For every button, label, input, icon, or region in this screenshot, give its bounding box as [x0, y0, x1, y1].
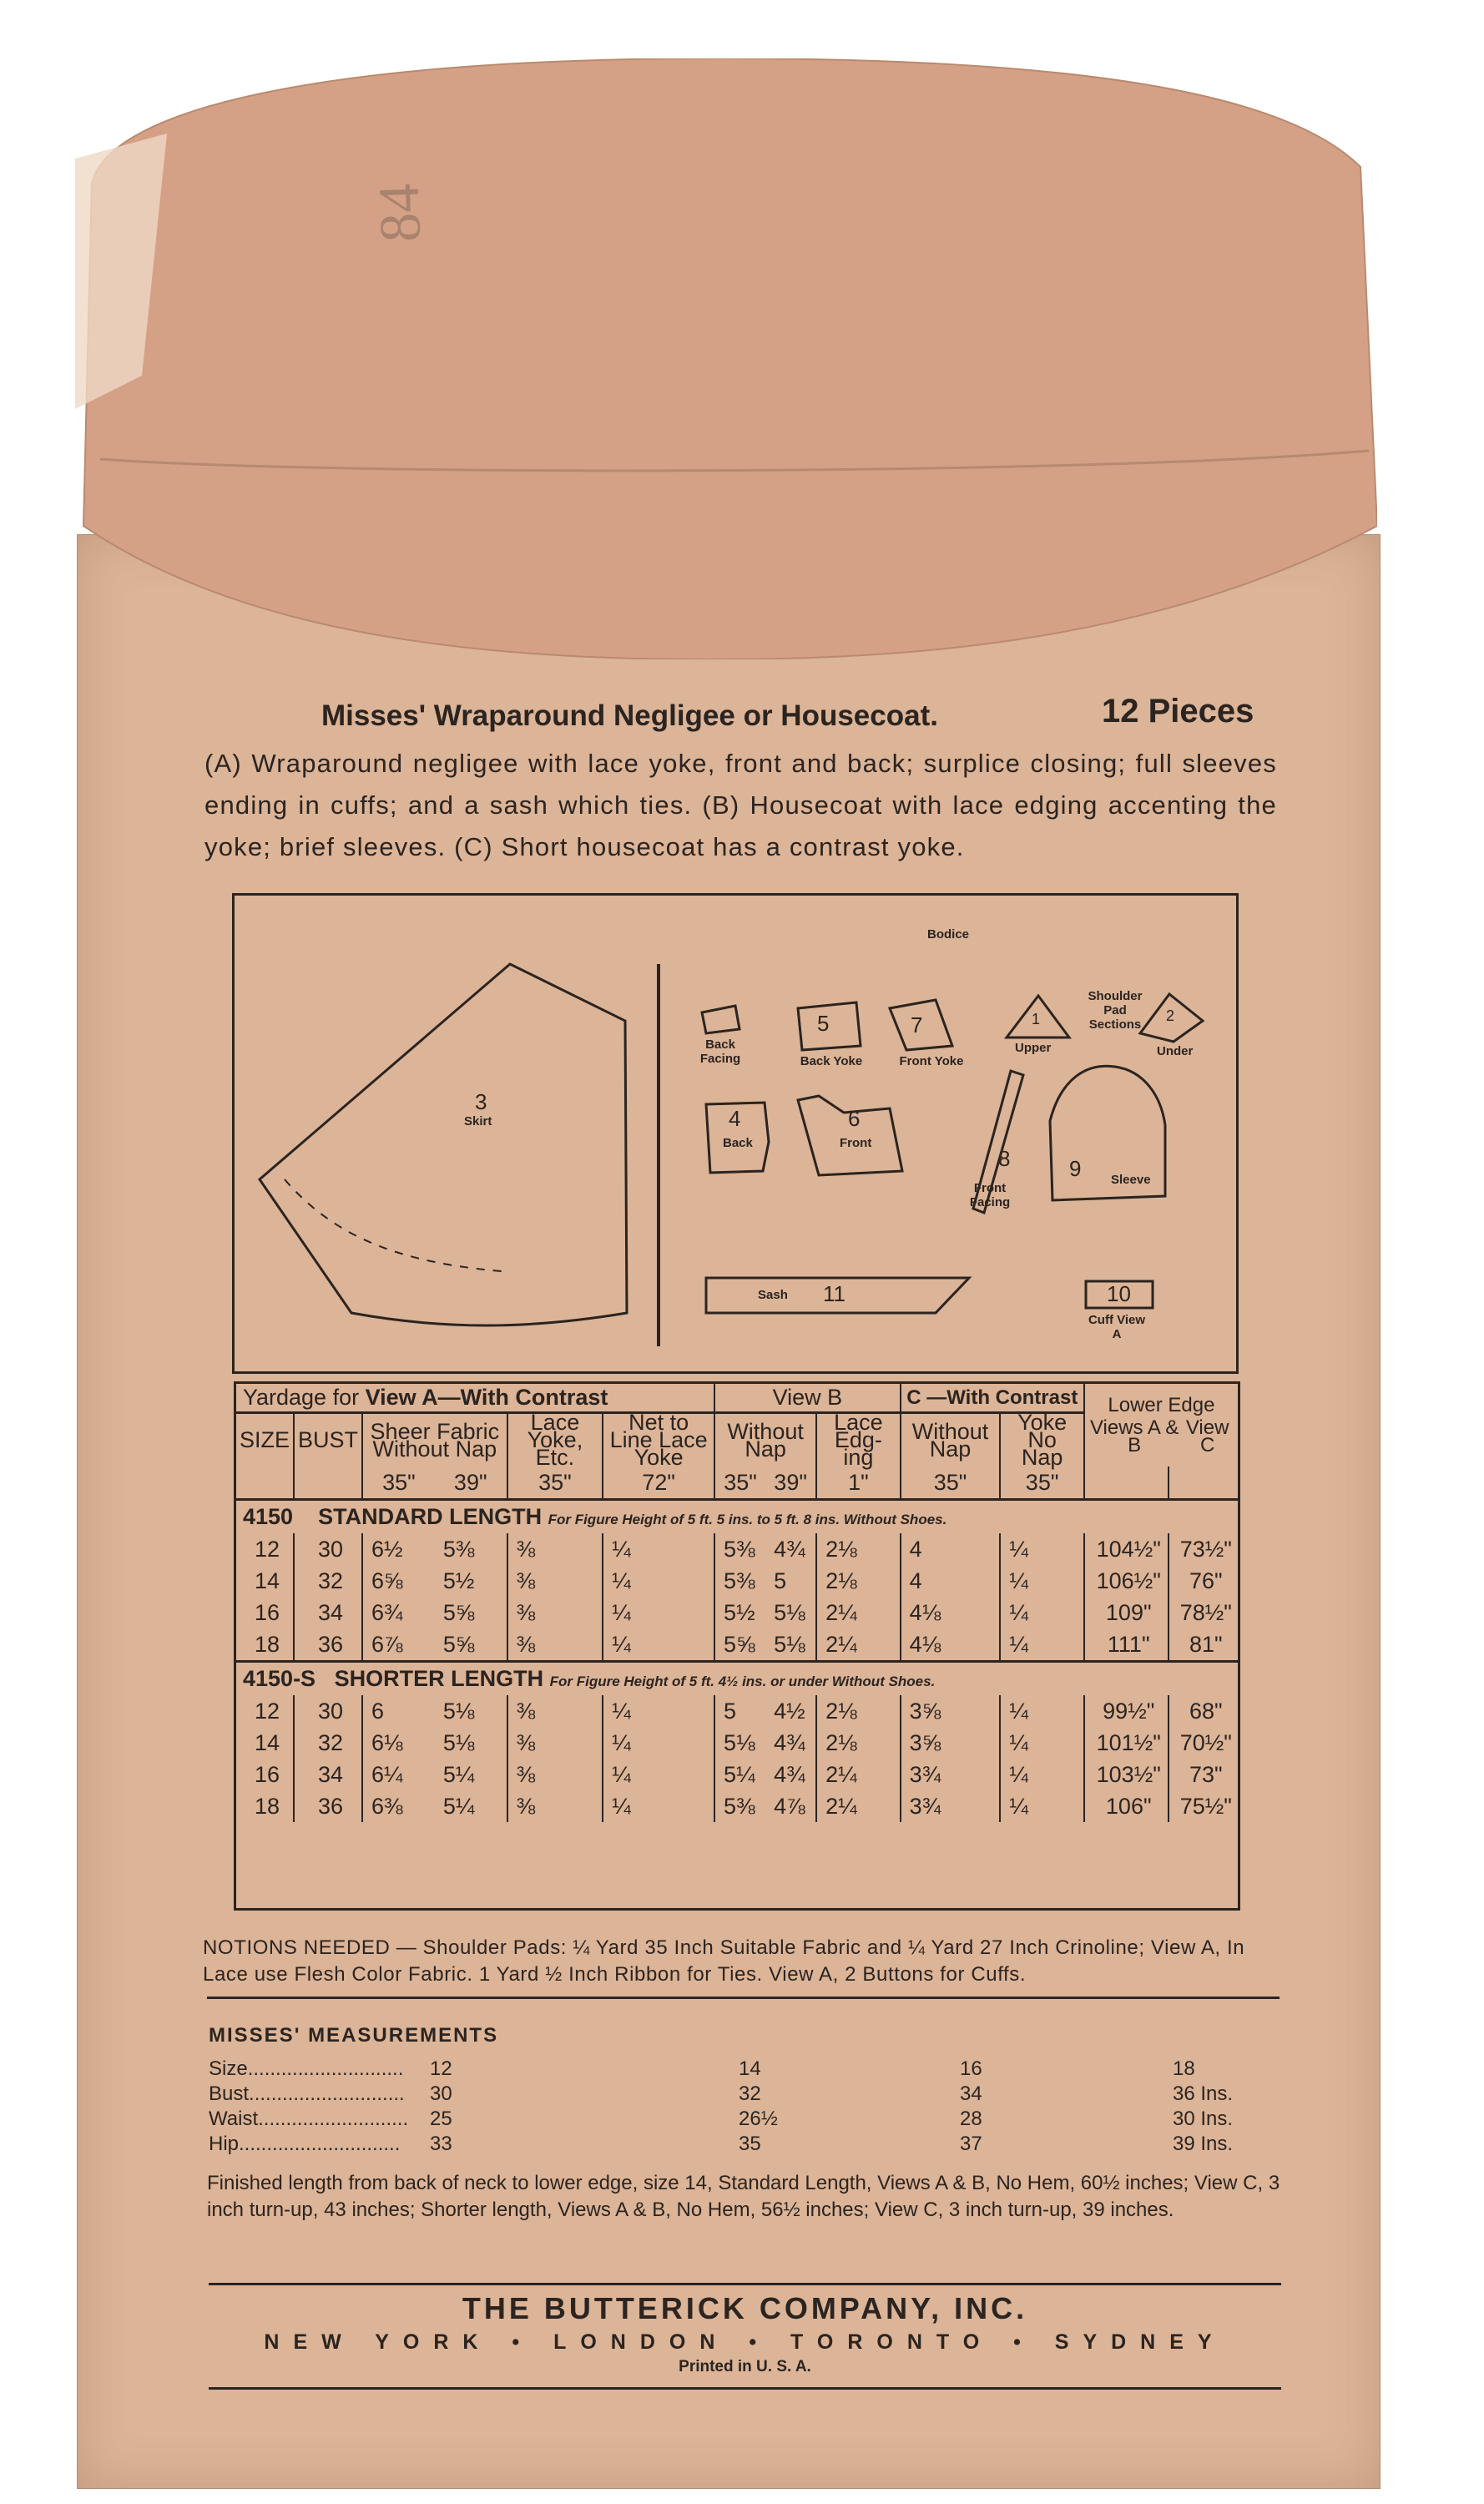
table-cell: ¼ [1000, 1565, 1084, 1597]
table-cell: 103½" [1084, 1759, 1169, 1790]
table-cell: 5⅝ [442, 1631, 475, 1657]
measurement-label: Waist........................... [209, 2108, 409, 2130]
table-cell: ¼ [1000, 1790, 1084, 1822]
table-cell: 5 [714, 1695, 765, 1727]
width: 39" [774, 1469, 807, 1495]
piece-9-number: 9 [1069, 1156, 1082, 1181]
measurement-label: Hip............................. [209, 2133, 401, 2155]
table-cell: ¼ [603, 1790, 714, 1822]
table-cell: 99½" [1084, 1695, 1169, 1727]
measurement-value: 28 [960, 2108, 982, 2130]
table-cell: ¼ [1000, 1695, 1084, 1727]
table-row [236, 1628, 1238, 1662]
table-cell: 3¾ [901, 1759, 1001, 1790]
description: (A) Wraparound negligee with lace yoke, front and back; surplice closing; full sleeves ending in cuffs; and a sash which ties. (B) Housecoat with lace edging accenting the yoke; brief sleeves. (C) Short housecoat has a contrast yoke. [204, 749, 1277, 861]
measurement-value: 30 Ins. [1173, 2108, 1234, 2130]
piece-8-number: 8 [998, 1146, 1011, 1171]
shorter-length-heading [236, 1662, 1238, 1696]
envelope-flap [75, 58, 1377, 659]
yardage-for: Yardage for [243, 1385, 360, 1410]
table-cell: 78½" [1169, 1597, 1238, 1628]
notions-needed: NOTIONS NEEDED — Shoulder Pads: ¼ Yard 35 Inch Suitable Fabric and ¼ Yard 27 Inch Crinoline; View A, In Lace use Flesh Color Fabric. 1 Yard ½ Inch Ribbon for Ties. View A, 2 Buttons for Cuffs. [203, 1936, 1245, 1986]
table-row [236, 1790, 1238, 1822]
measurement-value: 26½ [739, 2108, 778, 2130]
table-cell: 5⅝ [442, 1599, 475, 1625]
piece-9-label: Sleeve [1111, 1173, 1151, 1187]
width: 35" [714, 1467, 765, 1500]
divider [207, 1997, 1280, 1999]
piece-2-number: 2 [1166, 1007, 1175, 1024]
table-cell: ¼ [603, 1695, 714, 1727]
table-cell: 2⅛ [816, 1727, 901, 1759]
table-cell: 5⅛ [774, 1631, 805, 1657]
table-cell: 36 [294, 1790, 362, 1822]
table-cell: ¼ [1000, 1533, 1084, 1565]
table-cell: 34 [294, 1597, 362, 1628]
measurement-label: Bust............................ [209, 2082, 405, 2105]
measurement-value: 34 [960, 2082, 982, 2105]
piece-1-number: 1 [1032, 1011, 1041, 1027]
table-row [236, 1759, 1238, 1790]
table-cell: 16 [254, 1761, 280, 1787]
table-cell: 104½" [1084, 1533, 1169, 1565]
table-cell: ¼ [603, 1727, 714, 1759]
table-cell: ¼ [603, 1628, 714, 1662]
table-cell: 76" [1169, 1565, 1238, 1597]
table-cell: 5¼ [442, 1761, 475, 1787]
table-cell: 12 [254, 1536, 280, 1562]
lower-edge-views [1088, 1416, 1234, 1456]
views-ab-label: Views A & B [1089, 1416, 1179, 1456]
table-cell: ⅜ [507, 1628, 603, 1662]
lower-edge-label: Lower Edge [1108, 1394, 1215, 1416]
measurement-value: 39 Ins. [1173, 2133, 1234, 2155]
table-cell: ¼ [1000, 1727, 1084, 1759]
width: 35" [362, 1467, 435, 1500]
piece-3-label: Skirt [464, 1114, 492, 1128]
piece-7-number: 7 [911, 1012, 923, 1037]
piece-7-label: Front Yoke [899, 1054, 964, 1068]
piece-1-label: Back Facing [699, 1037, 741, 1066]
piece-8-label: Front Facing [969, 1181, 1011, 1209]
table-cell: 3⅝ [901, 1727, 1001, 1759]
table-cell: 68" [1169, 1695, 1238, 1727]
table-cell: ¼ [1000, 1759, 1084, 1790]
table-cell: 4⅛ [901, 1597, 1001, 1628]
table-cell: ¼ [603, 1533, 714, 1565]
pieces-count: 12 Pieces [1102, 693, 1254, 729]
col-yoke-no-nap: Yoke No Nap [1000, 1413, 1084, 1467]
measurement-value: 35 [739, 2133, 761, 2155]
col-without-nap-b: Without Nap [714, 1413, 816, 1467]
table-cell: 106½" [1084, 1565, 1169, 1597]
table-row [236, 1533, 1238, 1565]
col-lace-edging: Lace Edg-ing [816, 1413, 901, 1467]
table-cell: ⅜ [507, 1695, 603, 1727]
width: 72" [603, 1467, 714, 1500]
table-cell: ¼ [1000, 1597, 1084, 1628]
table-cell: 14 [254, 1568, 280, 1593]
table-cell: ⅜ [507, 1759, 603, 1790]
piece-5-label: Back Yoke [800, 1054, 863, 1068]
table-cell: 30 [294, 1695, 362, 1727]
shoulder-pad-label: Shoulder Pad Sections [1088, 989, 1143, 1032]
pattern-title: Misses' Wraparound Negligee or Housecoat. [321, 699, 938, 732]
table-cell: 32 [294, 1727, 362, 1759]
yardage-heading [236, 1384, 714, 1413]
piece-10-number: 10 [1107, 1281, 1131, 1306]
measurement-value: 37 [960, 2133, 982, 2155]
table-cell: 5⅜ [714, 1533, 765, 1565]
lower-edge-heading [1084, 1384, 1238, 1467]
pieces-drawing [235, 896, 1236, 1371]
table-cell: 109" [1084, 1597, 1169, 1628]
yardage-table [234, 1381, 1240, 1911]
table-cell: 4¾ [774, 1761, 805, 1787]
table-cell: 4½ [774, 1698, 805, 1724]
piece-10-label: Cuff View A [1088, 1313, 1146, 1341]
standard-name: STANDARD LENGTH [318, 1504, 543, 1529]
table-cell: 5⅛ [442, 1729, 475, 1755]
table-row [236, 1727, 1238, 1759]
table-cell: 81" [1169, 1628, 1238, 1662]
view-c-heading: C —With Contrast [901, 1384, 1084, 1413]
table-cell: 5⅛ [774, 1599, 805, 1625]
shorter-name: SHORTER LENGTH [334, 1666, 544, 1691]
width: 1" [816, 1467, 901, 1500]
table-cell: 5⅝ [714, 1628, 765, 1662]
table-cell: 16 [254, 1599, 280, 1625]
table-row [236, 1695, 1238, 1727]
table-cell: 30 [294, 1533, 362, 1565]
table-cell: 2¼ [816, 1759, 901, 1790]
table-cell: 2¼ [816, 1597, 901, 1628]
table-cell: 14 [254, 1729, 280, 1755]
pattern-pieces-diagram [232, 893, 1239, 1374]
table-cell: ¼ [1000, 1628, 1084, 1662]
table-cell: 6⅛ [362, 1727, 435, 1759]
col-bust: BUST [294, 1413, 362, 1467]
measurement-value: 25 [430, 2108, 452, 2130]
measurement-value: 18 [1173, 2057, 1195, 2080]
table-cell: 6¾ [362, 1597, 435, 1628]
piece-6-label: Front [840, 1136, 872, 1150]
table-cell: 5⅛ [714, 1727, 765, 1759]
view-b-heading: View B [714, 1384, 901, 1413]
table-cell: 73" [1169, 1759, 1238, 1790]
table-cell: ⅜ [507, 1727, 603, 1759]
table-cell: 2⅛ [816, 1565, 901, 1597]
shoulder-upper-label: Upper [1015, 1041, 1052, 1055]
finished-length: Finished length from back of neck to lower edge, size 14, Standard Length, Views A & B, No Hem, 60½ inches; View C, 3 inch turn-up, 43 inches; Shorter length, Views A & B, No Hem, 56½ inches; View C, 3 inch turn-up, 39 inches. [207, 2172, 1280, 2221]
measurement-value: 14 [739, 2057, 761, 2080]
table-cell: ¼ [603, 1565, 714, 1597]
table-cell: 101½" [1084, 1727, 1169, 1759]
table-cell: 70½" [1169, 1727, 1238, 1759]
table-cell: 36 [294, 1628, 362, 1662]
table-cell: ⅜ [507, 1533, 603, 1565]
table-cell: 73½" [1169, 1533, 1238, 1565]
piece-3-number: 3 [475, 1089, 487, 1114]
piece-6-number: 6 [848, 1106, 861, 1131]
piece-4-number: 4 [729, 1106, 741, 1131]
footer-rule-top [209, 2283, 1281, 2285]
table-cell: 5¼ [714, 1759, 765, 1790]
table-cell: 5¼ [442, 1793, 475, 1819]
measurements-title: MISSES' MEASUREMENTS [209, 2024, 499, 2047]
table-cell: 6½ [362, 1533, 435, 1565]
piece-11-number: 11 [823, 1281, 845, 1306]
col-lace: Lace Yoke, Etc. [507, 1413, 603, 1467]
measurement-value: 30 [430, 2082, 452, 2105]
measurement-label: Size............................ [209, 2057, 404, 2080]
table-cell: ¼ [603, 1759, 714, 1790]
width: 35" [901, 1467, 1001, 1500]
measurement-value: 32 [739, 2082, 761, 2105]
shorter-rows [236, 1695, 1238, 1822]
table-cell: 5⅛ [442, 1698, 475, 1724]
table-cell: 5⅜ [714, 1565, 765, 1597]
col-net: Net to Line Lace Yoke [603, 1413, 714, 1467]
table-cell: 2¼ [816, 1790, 901, 1822]
table-cell: 18 [254, 1631, 280, 1657]
table-cell: 75½" [1169, 1790, 1238, 1822]
table-cell: 4⅛ [901, 1628, 1001, 1662]
table-cell: ¼ [603, 1597, 714, 1628]
width: 35" [1000, 1467, 1084, 1500]
table-cell: 111" [1084, 1628, 1169, 1662]
table-cell: 18 [254, 1793, 280, 1819]
shoulder-under-label: Under [1157, 1044, 1194, 1058]
table-cell: 2⅛ [816, 1695, 901, 1727]
table-cell: 2⅛ [816, 1533, 901, 1565]
table-cell: 4 [901, 1533, 1001, 1565]
shorter-code: 4150-S [243, 1666, 316, 1691]
table-row [236, 1597, 1238, 1628]
table-cell: 6⅝ [362, 1565, 435, 1597]
company-name: THE BUTTERICK COMPANY, INC. [462, 2291, 1028, 2325]
table-cell: 2¼ [816, 1628, 901, 1662]
standard-length-heading [236, 1500, 1238, 1534]
table-cell: 3⅝ [901, 1695, 1001, 1727]
table-cell: ⅜ [507, 1790, 603, 1822]
company-cities: NEW YORK • LONDON • TORONTO • SYDNEY [264, 2330, 1226, 2354]
col-sheer: Sheer Fabric Without Nap [362, 1413, 507, 1467]
table-cell: 5½ [714, 1597, 765, 1628]
printed-in: Printed in U. S. A. [679, 2358, 811, 2375]
table-cell: 106" [1084, 1790, 1169, 1822]
table-cell: 3¾ [901, 1790, 1001, 1822]
table-cell: 5½ [442, 1568, 475, 1593]
yardage-grid [236, 1384, 1238, 1822]
table-cell: ⅜ [507, 1597, 603, 1628]
standard-rows [236, 1533, 1238, 1662]
table-row [236, 1565, 1238, 1597]
table-cell: 32 [294, 1565, 362, 1597]
piece-5-number: 5 [817, 1011, 830, 1036]
col-without-nap-c: Without Nap [901, 1413, 1001, 1467]
table-cell: 5⅜ [714, 1790, 765, 1822]
measurement-value: 33 [430, 2133, 452, 2155]
table-cell: 4⅞ [774, 1793, 805, 1819]
table-cell: 6⅞ [362, 1628, 435, 1662]
table-cell: 12 [254, 1698, 280, 1724]
view-a-heading: View A—With Contrast [365, 1385, 608, 1410]
view-c-label: View C [1185, 1416, 1229, 1456]
pencil-mark: 84 [366, 182, 434, 244]
table-cell: 4¾ [774, 1536, 805, 1562]
table-cell: 4¾ [774, 1729, 805, 1755]
shorter-note: For Figure Height of 5 ft. 4½ ins. or under Without Shoes. [549, 1674, 936, 1689]
col-size: SIZE [240, 1427, 290, 1452]
width: 35" [507, 1467, 603, 1500]
width: 39" [453, 1469, 487, 1495]
table-cell: 5 [774, 1568, 787, 1593]
table-cell: 34 [294, 1759, 362, 1790]
measurement-value: 12 [430, 2057, 452, 2080]
bodice-label: Bodice [927, 927, 970, 942]
table-cell: 6 [362, 1695, 435, 1727]
table-cell: ⅜ [507, 1565, 603, 1597]
footer-rule-bottom [209, 2387, 1281, 2390]
standard-note: For Figure Height of 5 ft. 5 ins. to 5 ft. 8 ins. Without Shoes. [548, 1512, 947, 1527]
standard-code: 4150 [243, 1504, 294, 1529]
table-cell: 5⅜ [442, 1536, 475, 1562]
table-cell: 6¼ [362, 1759, 435, 1790]
table-cell: 4 [901, 1565, 1001, 1597]
measurement-value: 36 Ins. [1173, 2082, 1234, 2105]
piece-11-label: Sash [758, 1288, 788, 1302]
piece-4-label: Back [723, 1136, 753, 1150]
measurement-value: 16 [960, 2057, 982, 2080]
table-cell: 6⅜ [362, 1790, 435, 1822]
